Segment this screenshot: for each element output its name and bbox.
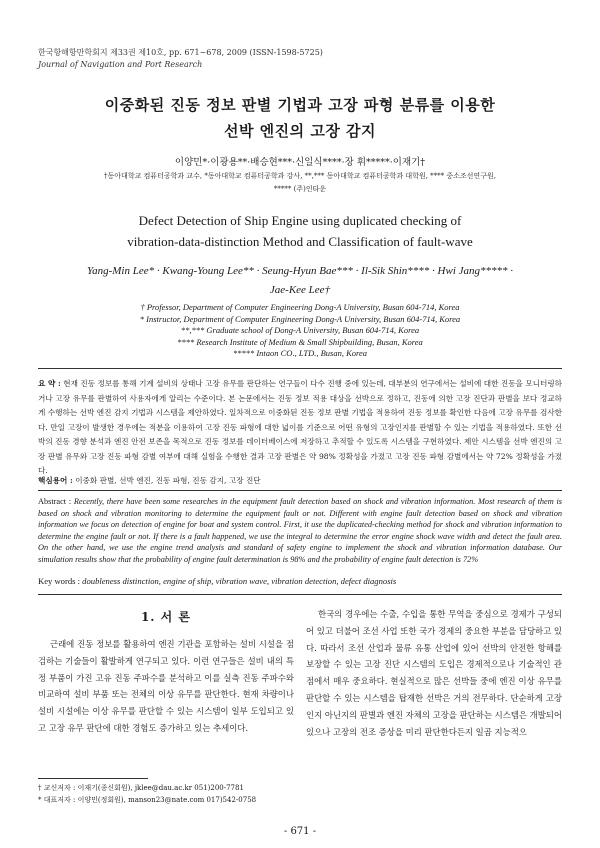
korean-abstract-label: 요 약 : (38, 379, 61, 388)
korean-keywords (38, 474, 562, 488)
korean-title-line2: 선박 엔진의 고장 감지 (223, 122, 377, 140)
footnote-corresponding-author: † 교신저자 : 이재기(종신회원), jklee@dau.ac.kr 051)200-7781 (38, 784, 244, 792)
english-authors-line2: Jae-Kee Lee† (269, 284, 331, 296)
english-abstract-text: Recently, there have been some researches in the equipment fault detection based on shock and vibration information. Most research of them is based on shock and vibration monitoring to determine the equipment fault or not. Different with engine fault detection based on shock and vibration information we focus on detection of engine for boat and system control. First, it use the duplicated-checking method for shock and vibration information to determine the engine fault or not. If there is a fault happened, we use the integral to determine the error engine shock wave width and detect the fault area. On the other hand, we use the engine trend analysis and standard of safety engine to implement the shock and vibration information database. Our simulation results show that the probability of engine fault determination is 98% and the probability of engine fault detection is 72% (38, 497, 562, 564)
abstract-divider-rule (38, 490, 562, 491)
english-keywords-text: doubleness distinction, engine of ship, vibration wave, vibration detection, defect diagnosis (82, 576, 397, 586)
english-abstract (38, 496, 562, 566)
page-number: - 671 - (283, 826, 317, 837)
korean-authors: 이양민*·이광용**·배승현***·신일식****·장 휘*****·이재기† (174, 157, 426, 168)
footnote-lead-author: * 대표저자 : 이양민(정회원), manson23@nate.com 017)542-0758 (38, 796, 257, 804)
journal-header (38, 47, 323, 71)
body-right-column (306, 606, 562, 740)
korean-affiliations (50, 170, 550, 196)
english-title-line1: Defect Detection of Ship Engine using duplicated checking of (138, 213, 462, 228)
english-keywords-label: Key words : (38, 576, 81, 586)
korean-keywords-label: 핵심용어 : (38, 476, 73, 485)
abstract-top-rule (38, 368, 562, 369)
korean-affiliation-line2: ***** (주)인타운 (273, 185, 327, 193)
english-affiliation: † Professor, Department of Computer Engineering Dong-A University, Busan 604-714, Korea (140, 302, 460, 312)
english-title (40, 210, 560, 252)
journal-citation: 한국항해항만학회지 제33권 제10호, pp. 671∼678, 2009 (ISSN-1598-5725) (38, 48, 323, 57)
korean-affiliation-line1: †동아대학교 컴퓨터공학과 교수, *동아대학교 컴퓨터공학과 강사, **,*** 동아대학교 컴퓨터공학과 대학원, **** 중소조선연구원, (104, 172, 496, 180)
english-title-line2: vibration-data-distinction Method and Classification of fault-wave (127, 234, 473, 249)
body-paragraph: 한국의 경우에는 수출, 수입을 통한 무역을 중심으로 경제가 구성되어 있고 더불어 조선 사업 또한 국가 경제의 중요한 부분을 담당하고 있다. 따라서 조선 산업과 물류 유통 산업에 있어 선박의 안전한 항해를 보장할 수 있는 고장 진단 시스템의 도입은 경제적으로나 기술적인 관점에서 매우 중요하다. 현실적으로 많은 선박들 중에 엔진 이상 유무를 판단할 수 있는 시스템을 탑재한 선박은 거의 전무하다. 단순하게 고장인지 아닌지의 판별과 엔진 자체의 고장을 판단하는 시스템은 개발되어 있으나 고장의 전조 증상을 미리 판단한다든지 일곱 지능적으 (306, 609, 562, 737)
footnotes (38, 782, 298, 806)
korean-title (40, 92, 560, 144)
journal-name: Journal of Navigation and Port Research (38, 60, 203, 69)
section-heading: 1. 서 론 (140, 610, 192, 624)
body-left-column (38, 636, 294, 737)
korean-title-line1: 이중화된 진동 정보 판별 기법과 고장 파형 분류를 이용한 (104, 96, 496, 114)
english-affiliation: **,*** Graduate school of Dong-A University, Busan 604-714, Korea (180, 325, 420, 335)
english-affiliation: ***** Intaon CO., LTD., Busan, Korea (232, 348, 368, 358)
english-keywords (38, 575, 562, 587)
korean-abstract (38, 377, 562, 479)
english-authors (50, 262, 550, 300)
footnote-rule (38, 778, 148, 779)
korean-keywords-text: 이중화 판별, 선박 엔진, 진동 파형, 진동 감지, 고장 진단 (75, 476, 261, 485)
english-abstract-label: Abstract : (38, 497, 72, 506)
english-authors-line1: Yang-Min Lee* · Kwang-Young Lee** · Seung-Hyun Bae*** · Il-Sik Shin**** · Hwi Jang***** · (86, 265, 514, 277)
korean-abstract-text: 현재 진동 정보를 통해 기계 설비의 상태나 고장 유무를 판단하는 연구들이 다수 진행 중에 있는데, 대부분의 연구에서는 설비에 대한 진동을 모니터링하거나 고장 유무를 판별하여 사용자에게 알리는 수준이다. 본 논문에서는 진동 정보 적용 대상을 선박으로 정하고, 진동에 의한 고장 진단과 판별을 보다 정교하게 수행하는 선박 엔진 감지 기법과 시스템을 제안하였다. 일차적으로 이중화된 진동 정보 판별 기법을 적용하여 진동 정보를 확인한 다음에 고장 유무를 검사한다. 만일 고장이 발생한 경우에는 적분을 이용하여 고장 진동 파형에 대한 넓이를 기준으로 어떤 유형의 고장인지를 판별할 수 있는 기법을 적용하였다. 또한 선박의 진동 경향 분석과 엔진 안전 보존을 목적으로 진동 정보를 데이터베이스에 저장하고 추적할 수 있도록 시스템을 구현하였다. 제안 시스템을 선박 엔진의 고장 판별 유무와 고장 진동 파형 감별 여부에 대해 실험을 수행한 결과 고장 판별은 약 98% 정확성을 가졌고 고장 진동 파형 감별에서는 약 72% 정확성을 가졌다. (38, 379, 563, 475)
abstract-bottom-rule (38, 594, 562, 595)
body-paragraph: 근래에 진동 정보를 활용하여 엔진 기관을 포함하는 설비 시설을 점검하는 기술들이 활발하게 연구되고 있다. 이런 연구들은 설비 내의 특정 부품이 가진 고유 진동 주파수를 분석하고 이를 실측 진동 주파수와 비교하여 설비 부품 또는 전체의 이상 유무를 판단한다. 현재 차량이나 설비 시설에는 이상 유무를 판단할 수 있는 시스템이 일부 도입되고 있고 고장 유무 판단에 대한 경험도 증가하고 있는 추세이다. (38, 639, 294, 733)
english-affiliations (60, 302, 540, 360)
english-affiliation: **** Research Institute of Medium & Small Shipbuilding, Busan, Korea (177, 336, 423, 347)
english-affiliation: * Instructor, Department of Computer Engineering Dong-A University, Busan 604-714, Korea (139, 313, 461, 324)
